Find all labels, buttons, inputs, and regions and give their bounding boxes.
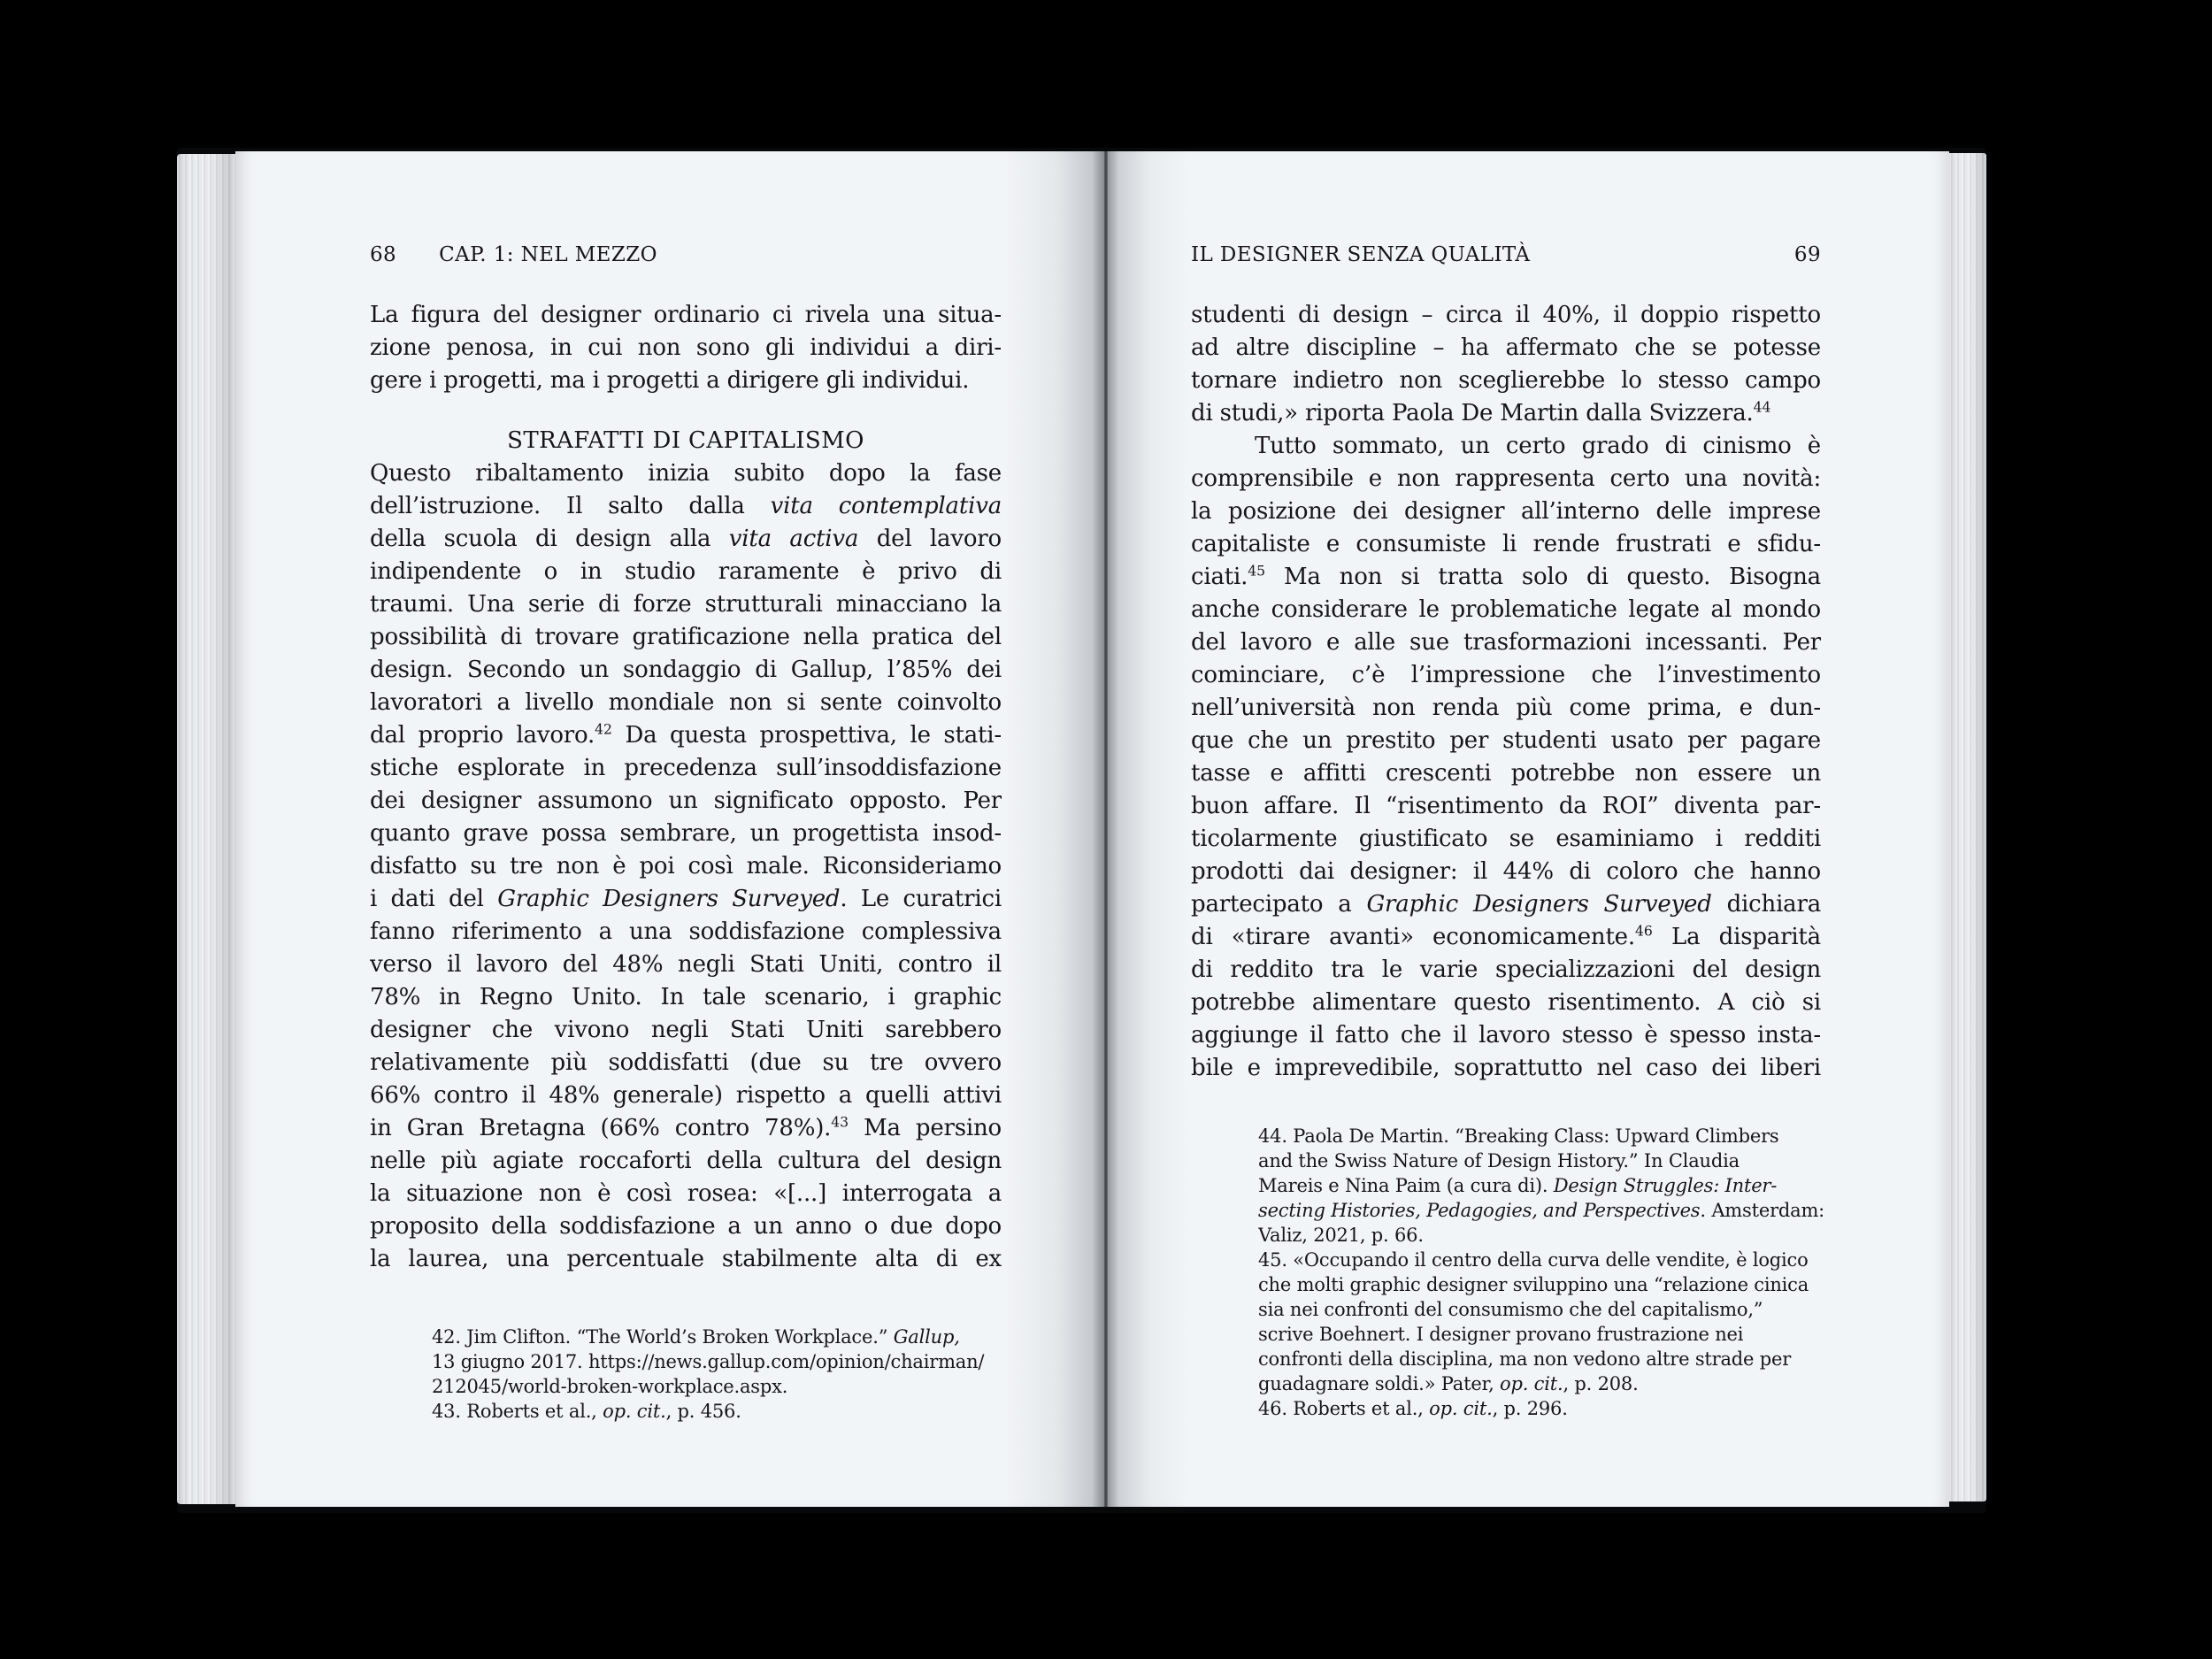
text-line: lavoratori a livello mondiale non si sente coinvolto [370,689,1002,716]
left-page-number: 68 [370,243,397,266]
text-line: gere i progetti, ma i progetti a dirigere gli individui. [370,367,970,394]
text-line: capitaliste e consumiste li rende frustrati e sfidu- [1191,531,1821,557]
right-footnotes [1258,1124,1842,1421]
text-line: bile e imprevedibile, soprattutto nel caso dei liberi [1191,1055,1821,1081]
left-body-text [370,299,1002,1276]
text-line: La figura del designer ordinario ci rivela una situa- [370,302,1002,328]
text-line: 42. Jim Clifton. “The World’s Broken Workplace.” Gallup, [432,1326,960,1348]
text-line: 44. Paola De Martin. “Breaking Class: Upward Climbers [1258,1125,1779,1147]
gutter-shadow-left [1004,151,1106,1507]
text-line: tornare indietro non sceglierebbe lo stesso campo [1191,367,1821,394]
text-line: buon affare. Il “risentimento da ROI” diventa par- [1191,793,1821,819]
text-line: disfatto su tre non è poi così male. Riconsideriamo [370,853,1002,879]
left-opening-paragraph [370,299,1002,397]
text-line: possibilità di trovare gratificazione nella pratica del [370,624,1002,650]
text-line: potrebbe alimentare questo risentimento. A ciò si [1191,989,1821,1016]
text-line: 66% contro il 48% generale) rispetto a quelli attivi [370,1082,1002,1109]
text-line: 43. Roberts et al., op. cit., p. 456. [432,1401,741,1422]
text-line: fanno riferimento a una soddisfazione complessiva [370,918,1002,945]
text-line: dell’istruzione. Il salto dalla vita contemplativa [370,493,1002,519]
left-main-paragraph [370,457,1002,1276]
text-line: 46. Roberts et al., op. cit., p. 296. [1258,1398,1568,1419]
text-line: zione penosa, in cui non sono gli individui a diri- [370,334,1002,361]
text-line: tasse e affitti crescenti potrebbe non essere un [1191,760,1821,787]
text-line: di studi,» riporta Paola De Martin dalla Svizzera.$^{44}$ [1191,399,1771,426]
text-line: que che un prestito per studenti usato per pagare [1191,727,1821,754]
text-line: 13 giugno 2017. https://news.gallup.com/opinion/chairman/ [432,1351,985,1372]
text-line: 45. «Occupando il centro della curva delle vendite, è logico [1258,1249,1809,1271]
text-line: comprensibile e non rappresenta certo una novità: [1191,465,1821,492]
text-line: in Gran Bretagna (66% contro 78%).$^{43}$ Ma persino [370,1114,1002,1141]
text-line: proposito della soddisfazione a un anno o due dopo [370,1213,1002,1240]
right-body-text [1191,299,1821,1085]
text-line: confronti della disciplina, ma non vedono altre strade per [1258,1348,1792,1370]
text-line: traumi. Una serie di forze strutturali minacciano la [370,591,1002,618]
text-line: Questo ribaltamento inizia subito dopo la fase [370,460,1002,487]
text-line: design. Secondo un sondaggio di Gallup, l’85% dei [370,657,1002,683]
text-line: Valiz, 2021, p. 66. [1258,1225,1424,1246]
text-line: di «tirare avanti» economicamente.$^{46}$ La disparità [1191,923,1821,950]
text-line: sia nei confronti del consumismo che del capitalismo,” [1258,1299,1763,1320]
text-line: Mareis e Nina Paim (a cura di). Design Struggles: Inter- [1258,1175,1778,1196]
left-running-title: CAP. 1: NEL MEZZO [439,243,657,266]
text-line: la laurea, una percentuale stabilmente alta di ex [370,1246,1002,1272]
text-line: di reddito tra le varie specializzazioni del design [1191,956,1821,983]
text-line: 212045/world-broken-workplace.aspx. [432,1376,788,1397]
text-line: del lavoro e alle sue trasformazioni incessanti. Per [1191,629,1821,656]
text-line: stiche esplorate in precedenza sull’insoddisfazione [370,755,1002,781]
right-running-head [1191,241,1821,269]
section-heading: STRAFATTI DI CAPITALISMO [507,427,864,454]
text-line: verso il lavoro del 48% negli Stati Uniti, contro il [370,951,1002,978]
text-line: nelle più agiate roccaforti della cultura del design [370,1148,1002,1174]
page-stack-right-edge [1949,153,1986,1502]
text-line: ad altre discipline – ha affermato che se potesse [1191,334,1821,361]
text-line: quanto grave possa sembrare, un progettista insod- [370,820,1002,847]
text-line: anche considerare le problematiche legate al mondo [1191,596,1821,623]
text-line: Tutto sommato, un certo grado di cinismo è [1255,433,1821,459]
text-line: ticolarmente giustificato se esaminiamo i redditi [1191,826,1821,852]
right-main-paragraph [1191,299,1821,1085]
text-line: designer che vivono negli Stati Uniti sarebbero [370,1017,1002,1043]
text-line: i dati del Graphic Designers Surveyed. Le curatrici [370,886,1002,912]
text-line: nell’università non renda più come prima, e dun- [1191,695,1821,721]
text-line: secting Histories, Pedagogies, and Perspectives. Amsterdam: [1258,1200,1825,1221]
left-running-head [370,241,1002,269]
text-line: studenti di design – circa il 40%, il doppio rispetto [1191,302,1821,328]
text-line: relativamente più soddisfatti (due su tre ovvero [370,1049,1002,1076]
right-running-title: IL DESIGNER SENZA QUALITÀ [1191,243,1531,266]
right-page-number: 69 [1793,243,1821,266]
text-line: and the Swiss Nature of Design History.” In Claudia [1258,1150,1740,1171]
text-line: cominciare, c’è l’impressione che l’investimento [1191,662,1821,688]
book-spread [177,148,1986,1513]
text-line: la posizione dei designer all’interno delle imprese [1191,498,1821,525]
text-line: guadagnare soldi.» Pater, op. cit., p. 208. [1258,1373,1639,1394]
left-page [235,151,1106,1507]
text-line: indipendente o in studio raramente è privo di [370,558,1002,585]
gutter-shadow-right [1106,151,1187,1507]
text-line: ciati.$^{45}$ Ma non si tratta solo di questo. Bisogna [1191,563,1821,590]
text-line: della scuola di design alla vita activa del lavoro [370,526,1002,552]
text-line: dei designer assumono un significato opposto. Per [370,787,1002,814]
text-line: 78% in Regno Unito. In tale scenario, i graphic [370,984,1002,1010]
text-line: prodotti dai designer: il 44% di coloro che hanno [1191,858,1821,885]
right-page [1106,151,1949,1507]
left-footnotes [432,1325,998,1424]
text-line: dal proprio lavoro.$^{42}$ Da questa prospettiva, le stati- [370,721,1002,749]
text-line: che molti graphic designer sviluppino una “relazione cinica [1258,1274,1809,1295]
text-line: la situazione non è così rosea: «[...] interrogata a [370,1180,1002,1207]
text-line: scrive Boehnert. I designer provano frustrazione nei [1258,1324,1744,1345]
text-line: partecipato a Graphic Designers Surveyed dichiara [1191,891,1821,918]
text-line: aggiunge il fatto che il lavoro stesso è spesso insta- [1191,1022,1821,1048]
spine-crease [1104,151,1108,1507]
page-stack-left-edge [177,154,235,1504]
